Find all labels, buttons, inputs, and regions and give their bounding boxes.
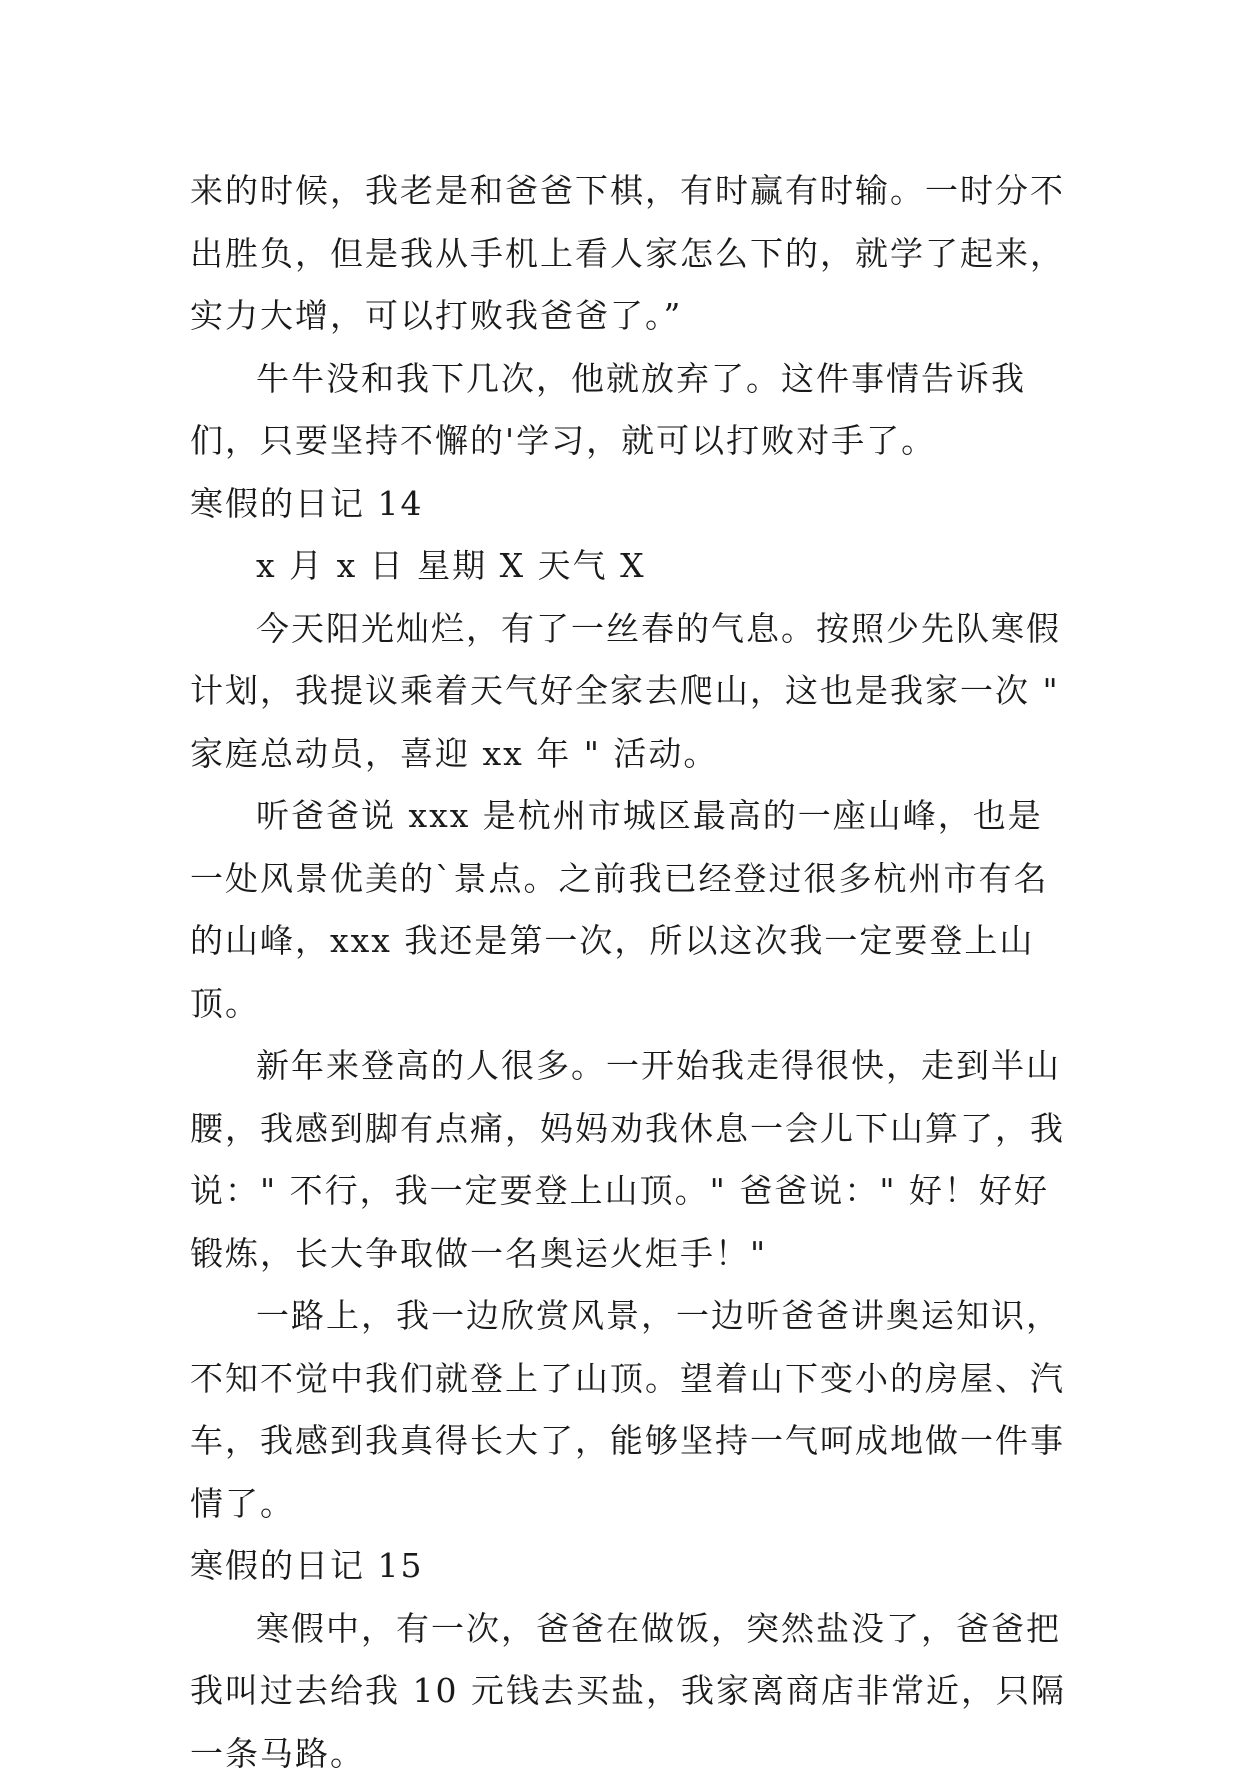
diary-heading-14: 寒假的日记 14	[190, 473, 1070, 536]
paragraph-5: 新年来登高的人很多。一开始我走得很快，走到半山腰，我感到脚有点痛，妈妈劝我休息一会儿下山算了，我说：" 不行，我一定要登上山顶。" 爸爸说：" 好！好好锻炼，长大争取做一名奥运火炬手！"	[190, 1035, 1070, 1285]
document-body	[190, 160, 1070, 1785]
paragraph-3: 今天阳光灿烂，有了一丝春的气息。按照少先队寒假计划，我提议乘着天气好全家去爬山，这也是我家一次 " 家庭总动员，喜迎 xx 年 " 活动。	[190, 598, 1070, 786]
paragraph-2: 牛牛没和我下几次，他就放弃了。这件事情告诉我们，只要坚持不懈的'学习，就可以打败对手了。	[190, 348, 1070, 473]
diary-heading-15: 寒假的日记 15	[190, 1535, 1070, 1598]
paragraph-7: 寒假中，有一次，爸爸在做饭，突然盐没了，爸爸把我叫过去给我 10 元钱去买盐，我家离商店非常近，只隔一条马路。	[190, 1598, 1070, 1785]
paragraph-1: 来的时候，我老是和爸爸下棋，有时赢有时输。一时分不出胜负，但是我从手机上看人家怎么下的，就学了起来，实力大增，可以打败我爸爸了。”	[190, 160, 1070, 348]
date-weather-line: x 月 x 日 星期 X 天气 X	[190, 535, 1070, 598]
paragraph-4: 听爸爸说 xxx 是杭州市城区最高的一座山峰，也是一处风景优美的`景点。之前我已经登过很多杭州市有名的山峰，xxx 我还是第一次，所以这次我一定要登上山顶。	[190, 785, 1070, 1035]
paragraph-6: 一路上，我一边欣赏风景，一边听爸爸讲奥运知识，不知不觉中我们就登上了山顶。望着山下变小的房屋、汽车，我感到我真得长大了，能够坚持一气呵成地做一件事情了。	[190, 1285, 1070, 1535]
